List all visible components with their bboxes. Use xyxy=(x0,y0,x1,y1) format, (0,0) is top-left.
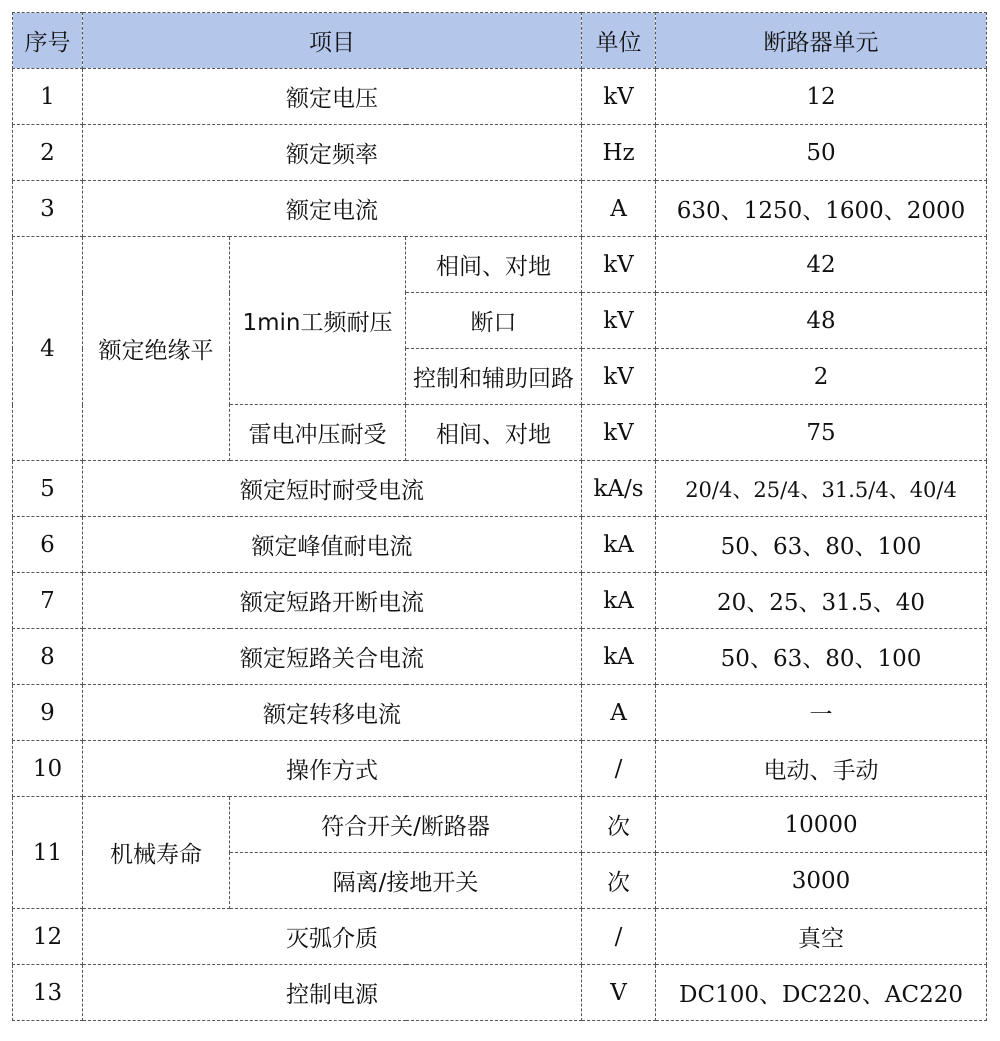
table-row xyxy=(13,685,987,741)
row-item: 额定频率 xyxy=(83,125,582,181)
row-no: 8 xyxy=(13,629,83,685)
row-detail: 符合开关/断路器 xyxy=(230,797,582,853)
row-value: 10000 xyxy=(656,797,987,853)
row-value: DC100、DC220、AC220 xyxy=(656,965,987,1021)
row-detail: 相间、对地 xyxy=(406,237,582,293)
row-unit: V xyxy=(582,965,656,1021)
row-unit: kV xyxy=(582,237,656,293)
row-unit: / xyxy=(582,909,656,965)
row-unit: kV xyxy=(582,405,656,461)
row-unit: kA xyxy=(582,629,656,685)
row-no: 7 xyxy=(13,573,83,629)
row-no: 5 xyxy=(13,461,83,517)
table-row xyxy=(13,461,987,517)
row-detail: 控制和辅助回路 xyxy=(406,349,582,405)
row-unit: Hz xyxy=(582,125,656,181)
row-item: 操作方式 xyxy=(83,741,582,797)
row-no: 12 xyxy=(13,909,83,965)
row-unit: A xyxy=(582,685,656,741)
row-item: 额定短路开断电流 xyxy=(83,573,582,629)
row-item: 额定电流 xyxy=(83,181,582,237)
table-row xyxy=(13,629,987,685)
row-unit: kA/s xyxy=(582,461,656,517)
table-row xyxy=(13,181,987,237)
row-detail: 断口 xyxy=(406,293,582,349)
row-item: 额定短路关合电流 xyxy=(83,629,582,685)
row-value: 75 xyxy=(656,405,987,461)
header-value: 断路器单元 xyxy=(656,13,987,69)
row-no: 11 xyxy=(13,797,83,909)
header-no: 序号 xyxy=(13,13,83,69)
table-row xyxy=(13,797,987,853)
row-unit: kV xyxy=(582,349,656,405)
row-item: 额定电压 xyxy=(83,69,582,125)
row-value: 48 xyxy=(656,293,987,349)
row-value: 12 xyxy=(656,69,987,125)
row-value: 一 xyxy=(656,685,987,741)
spec-table xyxy=(12,12,987,1021)
row-no: 10 xyxy=(13,741,83,797)
row-no: 9 xyxy=(13,685,83,741)
row-no: 1 xyxy=(13,69,83,125)
table-row xyxy=(13,741,987,797)
row-item: 控制电源 xyxy=(83,965,582,1021)
table-row xyxy=(13,517,987,573)
row-detail: 相间、对地 xyxy=(406,405,582,461)
row-unit: kV xyxy=(582,69,656,125)
row-value: 42 xyxy=(656,237,987,293)
row-unit: kV xyxy=(582,293,656,349)
row-value: 50、63、80、100 xyxy=(656,517,987,573)
row-item: 额定转移电流 xyxy=(83,685,582,741)
row-item: 额定绝缘平 xyxy=(83,237,230,461)
row-value: 20/4、25/4、31.5/4、40/4 xyxy=(656,461,987,517)
row-value: 3000 xyxy=(656,853,987,909)
row-value: 50、63、80、100 xyxy=(656,629,987,685)
row-no: 13 xyxy=(13,965,83,1021)
table-row xyxy=(13,237,987,293)
header-item: 项目 xyxy=(83,13,582,69)
row-no: 4 xyxy=(13,237,83,461)
row-item: 额定峰值耐电流 xyxy=(83,517,582,573)
table-row xyxy=(13,69,987,125)
row-no: 3 xyxy=(13,181,83,237)
row-unit: kA xyxy=(582,573,656,629)
row-unit: kA xyxy=(582,517,656,573)
table-row xyxy=(13,573,987,629)
row-value: 2 xyxy=(656,349,987,405)
row-unit: / xyxy=(582,741,656,797)
table-row xyxy=(13,125,987,181)
table-row xyxy=(13,909,987,965)
table-row xyxy=(13,965,987,1021)
row-no: 2 xyxy=(13,125,83,181)
row-unit: A xyxy=(582,181,656,237)
header-row xyxy=(13,13,987,69)
row-subitem: 1min工频耐压 xyxy=(230,237,406,405)
row-value: 真空 xyxy=(656,909,987,965)
row-value: 电动、手动 xyxy=(656,741,987,797)
row-value: 630、1250、1600、2000 xyxy=(656,181,987,237)
row-detail: 隔离/接地开关 xyxy=(230,853,582,909)
row-value: 20、25、31.5、40 xyxy=(656,573,987,629)
row-item: 额定短时耐受电流 xyxy=(83,461,582,517)
row-no: 6 xyxy=(13,517,83,573)
row-item: 机械寿命 xyxy=(83,797,230,909)
row-value: 50 xyxy=(656,125,987,181)
row-item: 灭弧介质 xyxy=(83,909,582,965)
row-unit: 次 xyxy=(582,797,656,853)
header-unit: 单位 xyxy=(582,13,656,69)
row-unit: 次 xyxy=(582,853,656,909)
row-subitem: 雷电冲压耐受 xyxy=(230,405,406,461)
